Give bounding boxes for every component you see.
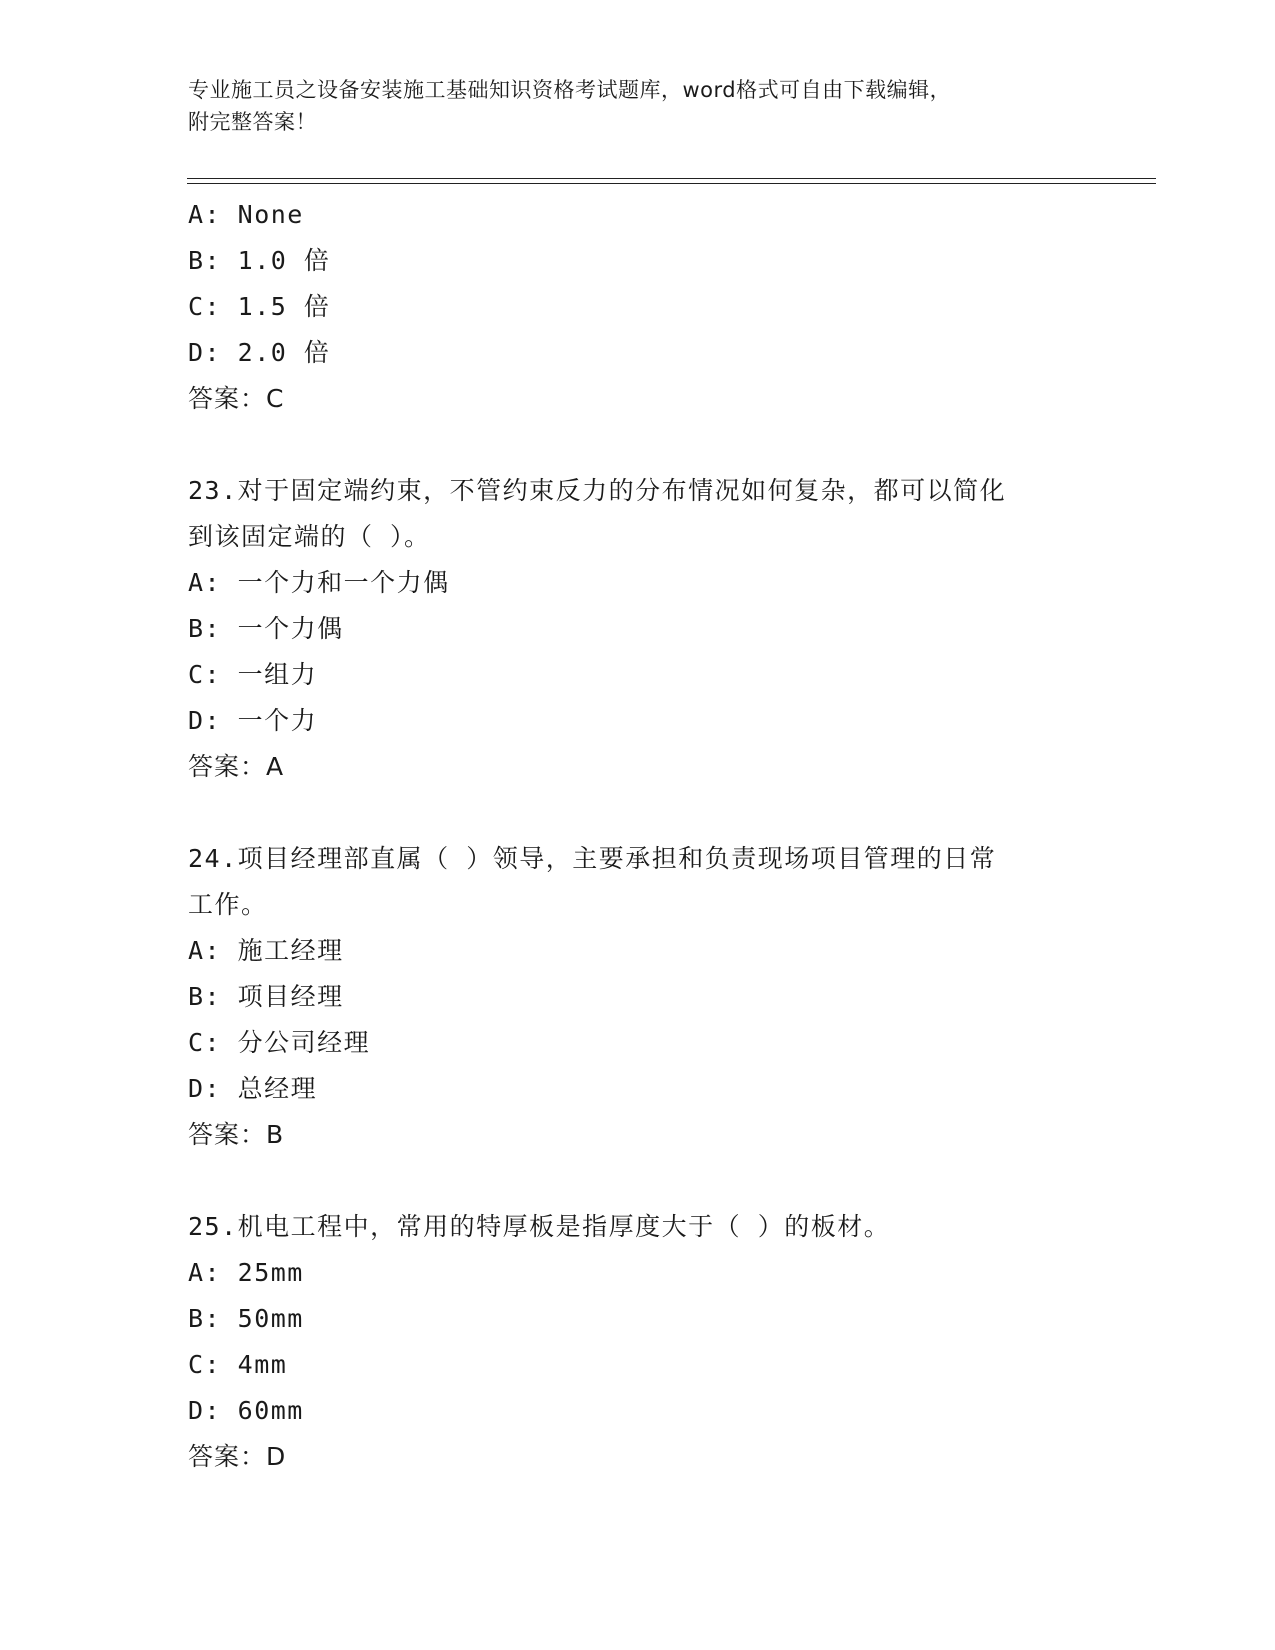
answer-line: 答案：C: [188, 384, 285, 413]
option-a: A: 一个力和一个力偶: [188, 568, 450, 597]
option-d: D: 60mm: [188, 1396, 304, 1425]
option-b: B: 1.0 倍: [188, 246, 331, 275]
header-divider-top: [187, 178, 1156, 179]
question-24: [188, 836, 1088, 1158]
option-c: C: 1.5 倍: [188, 292, 331, 321]
option-c: C: 4mm: [188, 1350, 288, 1379]
question-text-line: 到该固定端的（ ）。: [188, 522, 431, 551]
answer-line: 答案：B: [188, 1120, 285, 1149]
document-header: [188, 74, 1088, 138]
question-text-line: 24.项目经理部直属（ ）领导，主要承担和负责现场项目管理的日常: [188, 844, 997, 873]
header-title-line-1: 专业施工员之设备安装施工基础知识资格考试题库，word格式可自由下载编辑，: [188, 78, 952, 102]
question-25: [188, 1204, 1088, 1480]
question-list: [188, 192, 1088, 1480]
option-d: D: 总经理: [188, 1074, 318, 1103]
option-d: D: 2.0 倍: [188, 338, 331, 367]
option-a: A: 施工经理: [188, 936, 344, 965]
question-partial: [188, 192, 1088, 422]
option-a: A: None: [188, 200, 304, 229]
answer-line: 答案：D: [188, 1442, 287, 1471]
option-d: D: 一个力: [188, 706, 318, 735]
question-23: [188, 468, 1088, 790]
answer-line: 答案：A: [188, 752, 285, 781]
option-a: A: 25mm: [188, 1258, 304, 1287]
header-title-line-2: 附完整答案！: [188, 110, 317, 134]
option-c: C: 分公司经理: [188, 1028, 371, 1057]
question-text-line: 工作。: [188, 890, 268, 919]
option-b: B: 50mm: [188, 1304, 304, 1333]
question-text-line: 23.对于固定端约束，不管约束反力的分布情况如何复杂，都可以简化: [188, 476, 1007, 505]
question-text-line: 25.机电工程中，常用的特厚板是指厚度大于（ ）的板材。: [188, 1212, 891, 1241]
option-b: B: 项目经理: [188, 982, 344, 1011]
option-b: B: 一个力偶: [188, 614, 344, 643]
header-divider-bottom: [187, 183, 1156, 184]
option-c: C: 一组力: [188, 660, 318, 689]
